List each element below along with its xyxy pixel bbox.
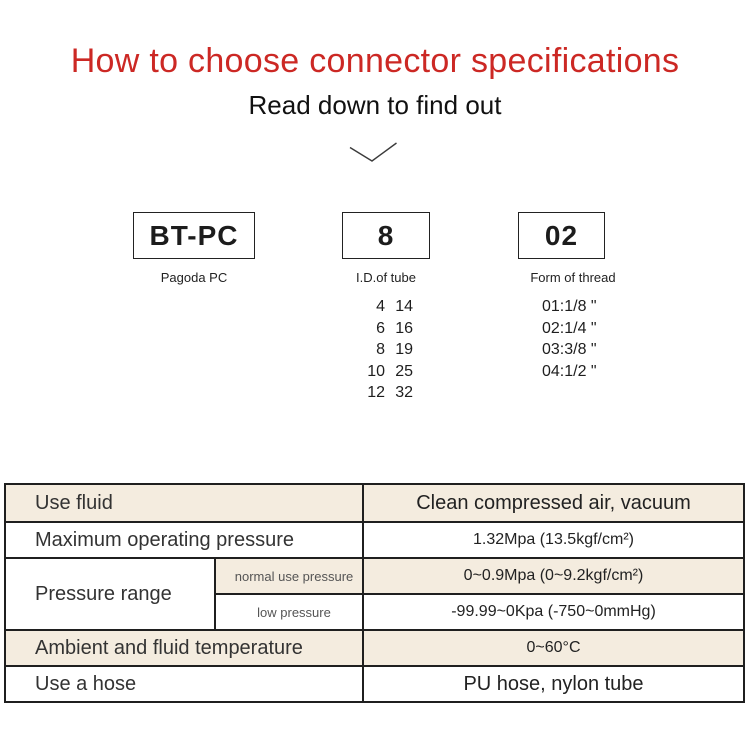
tube-size-row	[350, 361, 413, 383]
thread-option: 01:1/8 "	[542, 298, 597, 315]
spec-row-label: Use fluid	[6, 485, 362, 521]
tube-size-od: 16	[395, 319, 413, 337]
tube-id-box	[342, 212, 430, 259]
model-series-box	[133, 212, 255, 259]
spec-row-value: PU hose, nylon tube	[362, 665, 743, 701]
spec-row-value: 0~0.9Mpa (0~9.2kgf/cm²)	[362, 557, 743, 593]
tube-size-id: 12	[367, 384, 385, 402]
tube-size-id: 10	[367, 362, 385, 380]
tube-size-row	[350, 339, 413, 361]
spec-row-label: Use a hose	[6, 665, 362, 701]
tube-id-label: I.D.of tube	[356, 270, 416, 285]
tube-size-od: 14	[395, 298, 413, 315]
tube-size-list	[350, 296, 413, 404]
tube-size-id: 4	[376, 298, 385, 315]
spec-row-value: Clean compressed air, vacuum	[362, 485, 743, 521]
model-series-code: BT-PC	[149, 219, 239, 251]
tube-size-id: 8	[376, 341, 385, 359]
chevron-down-icon	[349, 141, 399, 164]
thread-option-list	[542, 296, 597, 382]
page-subtitle: Read down to find out	[248, 90, 502, 120]
tube-size-od: 32	[395, 384, 413, 402]
spec-row-value: 0~60°C	[362, 629, 743, 665]
spec-row-label: Ambient and fluid temperature	[6, 629, 362, 665]
spec-table	[4, 483, 745, 703]
tube-id-code: 8	[377, 219, 395, 251]
thread-form-code: 02	[544, 219, 579, 251]
tube-size-row	[350, 318, 413, 340]
thread-form-label: Form of thread	[530, 270, 616, 285]
model-series-label: Pagoda PC	[160, 270, 228, 285]
tube-size-od: 25	[395, 362, 413, 380]
tube-size-od: 19	[395, 341, 413, 359]
sub-row-label: low pressure	[214, 593, 362, 629]
spec-row-value: 1.32Mpa (13.5kgf/cm²)	[362, 521, 743, 557]
spec-row-value: -99.99~0Kpa (-750~0mmHg)	[362, 593, 743, 629]
sub-row-label: normal use pressure	[214, 557, 362, 593]
thread-option: 03:3/8 "	[542, 341, 597, 359]
spec-row-label: Pressure range	[6, 557, 214, 629]
page-title: How to choose connector specifications	[70, 42, 680, 80]
thread-form-box	[518, 212, 605, 259]
tube-size-id: 6	[376, 319, 385, 337]
thread-option: 04:1/2 "	[542, 362, 597, 380]
spec-row-label: Maximum operating pressure	[6, 521, 362, 557]
thread-option: 02:1/4 "	[542, 319, 597, 337]
tube-size-row	[350, 296, 413, 318]
tube-size-row	[350, 382, 413, 404]
